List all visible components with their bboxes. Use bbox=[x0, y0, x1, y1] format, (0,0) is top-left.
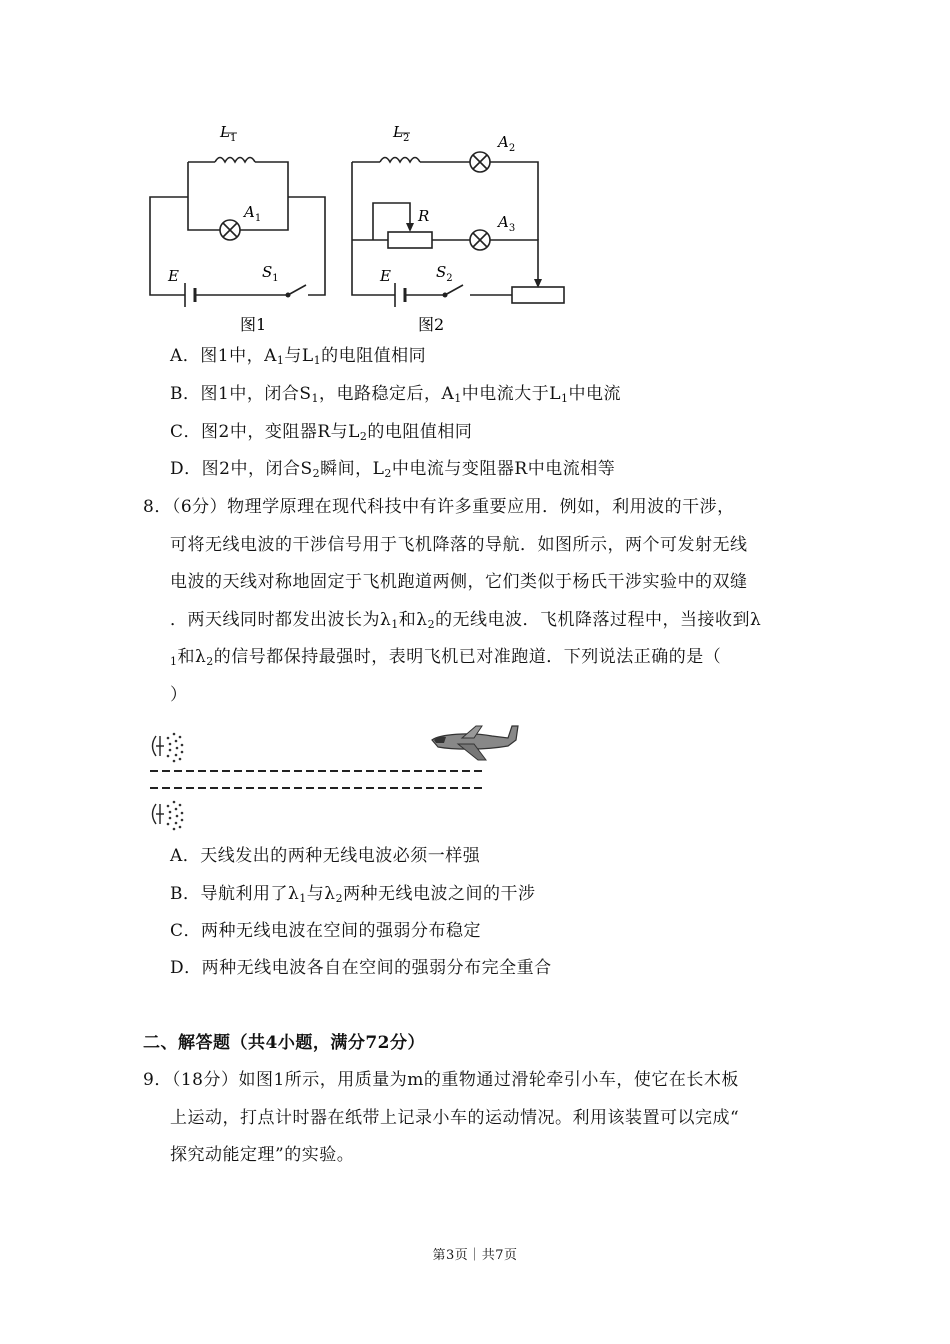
fig1-switch-label: $S_1$ bbox=[262, 263, 279, 284]
fig1-lamp-label: $A_1$ bbox=[244, 203, 262, 224]
fig1-battery-label: E bbox=[168, 267, 179, 285]
antenna-icon bbox=[153, 804, 165, 824]
fig2-battery-label: E bbox=[380, 267, 391, 285]
page-footer: 第3页｜共7页 bbox=[432, 1248, 518, 1263]
fig2-lamp-a3-label: $A_3$ bbox=[498, 213, 516, 234]
airplane-icon bbox=[432, 726, 518, 760]
q7-option-d: D．图2中，闭合$S_2$瞬间，$L_2$中电流与变阻器R中电流相等 bbox=[170, 459, 616, 480]
runway-figure bbox=[140, 718, 540, 833]
q8-stem-line-5: $_1$和$\lambda_2$的信号都保持最强时，表明飞机已对准跑道．下列说法正确的是（ bbox=[170, 647, 722, 668]
q9-stem-line-1: 9．（18分）如图1所示，用质量为m的重物通过滑轮牵引小车，使它在长木板 bbox=[143, 1070, 739, 1090]
fig2-inductor-label: $L_2$ bbox=[393, 123, 410, 144]
fig2-switch-label: $S_2$ bbox=[436, 263, 453, 284]
q8-stem-line-6: ） bbox=[170, 685, 188, 705]
q8-option-d: D．两种无线电波各自在空间的强弱分布完全重合 bbox=[170, 958, 552, 978]
q8-option-a: A．天线发出的两种无线电波必须一样强 bbox=[170, 846, 481, 866]
q8-option-b: B．导航利用了$\lambda_1$与$\lambda_2$两种无线电波之间的干涉 bbox=[170, 884, 536, 905]
q8-stem-line-1: 8．（6分）物理学原理在现代科技中有许多重要应用．例如，利用波的干涉， bbox=[143, 497, 735, 517]
q8-stem-line-2: 可将无线电波的干涉信号用于飞机降落的导航．如图所示，两个可发射无线 bbox=[170, 535, 748, 555]
fig1-inductor-label: $L_1$ bbox=[220, 123, 237, 144]
q9-stem-line-3: 探究动能定理”的实验。 bbox=[170, 1145, 355, 1165]
q8-option-c: C．两种无线电波在空间的强弱分布稳定 bbox=[170, 921, 482, 941]
q7-option-a: A．图1中，$A_1$与$L_1$的电阻值相同 bbox=[170, 346, 427, 367]
fig2-rheostat-label: R bbox=[418, 207, 430, 225]
antenna-icon bbox=[153, 736, 165, 756]
fig2-lamp-a2-label: $A_2$ bbox=[498, 133, 516, 154]
q7-option-b: B．图1中，闭合$S_1$，电路稳定后，$A_1$中电流大于$L_1$中电流 bbox=[170, 384, 622, 405]
circuit-figure-2 bbox=[340, 115, 580, 340]
q8-stem-line-3: 电波的天线对称地固定于飞机跑道两侧，它们类似于杨氏干涉实验中的双缝 bbox=[170, 572, 748, 592]
q8-stem-line-4: ．两天线同时都发出波长为$\lambda_1$和$\lambda_2$的无线电波．飞机降落过程中，当接收到λ bbox=[170, 610, 762, 631]
fig1-caption: 图1 bbox=[240, 315, 267, 334]
q9-stem-line-2: 上运动，打点计时器在纸带上记录小车的运动情况。利用该装置可以完成“ bbox=[170, 1108, 740, 1128]
circuit-figure-1 bbox=[140, 115, 340, 340]
fig2-caption: 图2 bbox=[418, 315, 445, 334]
q7-option-c: C．图2中，变阻器R与$L_2$的电阻值相同 bbox=[170, 422, 473, 443]
section-heading: 二、解答题（共4小题，满分72分） bbox=[143, 1033, 425, 1053]
